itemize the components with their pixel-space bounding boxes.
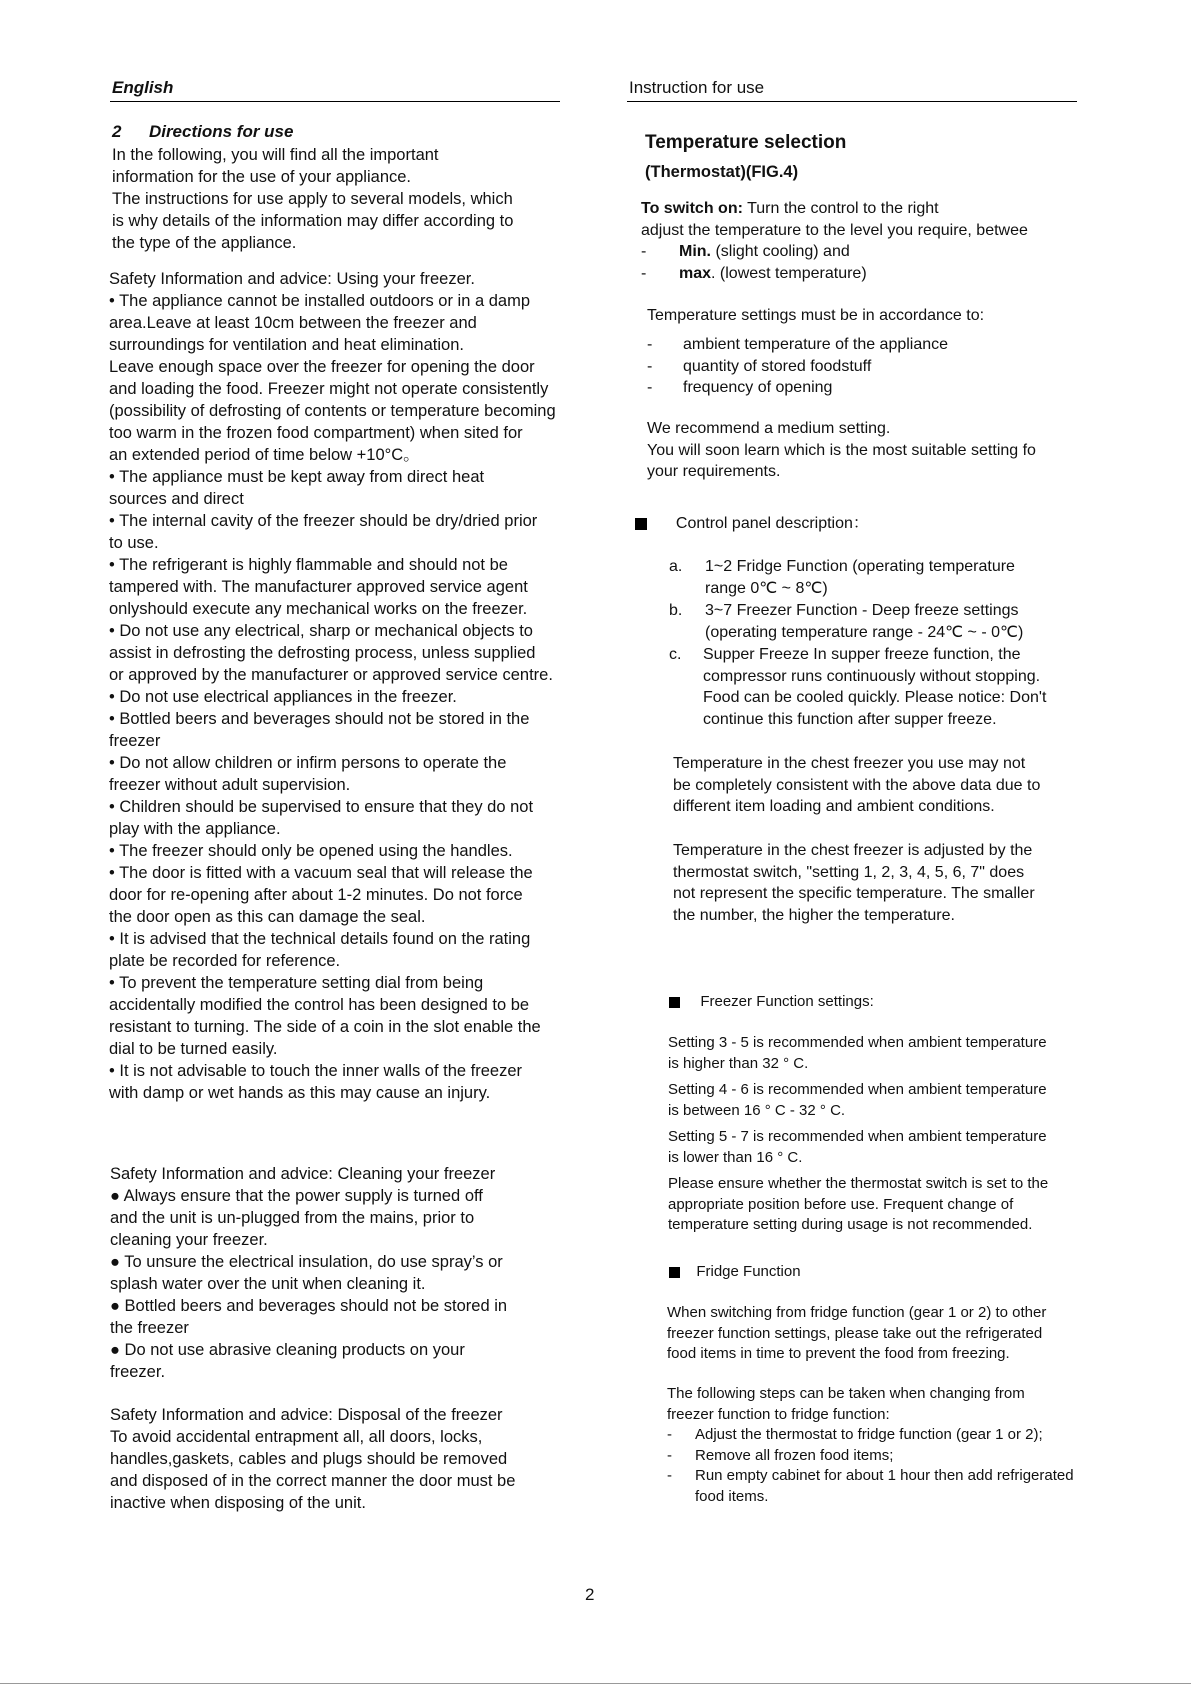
freezer-setting-note: Please ensure whether the thermostat switch is set to the appropriate position before use. Frequent change of temperature setting during usage is not recommended. [668, 1175, 1049, 1233]
text-line: the number, the higher the temperature. [673, 906, 955, 924]
right-header-title: Instruction for use [629, 78, 765, 97]
text-line: • To prevent the temperature setting dial from being [109, 974, 484, 992]
text-line: • The refrigerant is highly flammable and should not be [109, 556, 508, 574]
recommendation-block [647, 418, 1036, 483]
text-line: information for the use of your appliance. [112, 168, 412, 186]
text-line: accidentally modified the control has been designed to be [109, 996, 530, 1014]
text-line: surroundings for ventilation and heat elimination. [109, 336, 464, 354]
text-line: Temperature in the chest freezer is adjusted by the [673, 842, 1033, 859]
text-line: The instructions for use apply to several models, which [112, 190, 513, 208]
freezer-setting-1: Setting 3 - 5 is recommended when ambient temperature is higher than 32 ° C. [668, 1034, 1047, 1072]
left-header-title: English [112, 78, 174, 97]
text-line: plate be recorded for reference. [109, 952, 341, 970]
text-line: freezer without adult supervision. [109, 776, 351, 794]
thermostat-adjust-paragraph [673, 840, 1035, 926]
freezer-settings-heading: Freezer Function settings: [669, 992, 874, 1013]
text-line: the type of the appliance. [112, 234, 297, 252]
text-line: cleaning your freezer. [110, 1231, 268, 1249]
text-line: • It is advised that the technical details found on the rating [109, 930, 531, 948]
text-line: (possibility of defrosting of contents or temperature becoming [109, 402, 556, 420]
text-line: You will soon learn which is the most suitable setting fo [647, 441, 1036, 459]
square-bullet-icon [669, 1267, 680, 1278]
text-line: an extended period of time below +10°C。 [109, 446, 420, 464]
settings-intro: Temperature settings must be in accordance to: [647, 307, 985, 324]
disposal-freezer-section [110, 1404, 515, 1514]
steps-intro: The following steps can be taken when changing from freezer function to fridge function: [667, 1385, 1025, 1423]
text-line: handles,gaskets, cables and plugs should be removed [110, 1450, 508, 1468]
text-line: and the unit is un-plugged from the mains, prior to [110, 1209, 475, 1227]
square-bullet-icon [669, 997, 680, 1008]
text-line: • The appliance must be kept away from direct heat [109, 468, 485, 486]
text-line: • The freezer should only be opened using the handles. [109, 842, 513, 860]
right-header-rule [627, 101, 1077, 102]
left-header-rule [110, 101, 560, 102]
text-line: area.Leave at least 10cm between the freezer and [109, 314, 477, 332]
max-label: max [679, 264, 712, 282]
max-text: . (lowest temperature) [711, 264, 867, 282]
text-line: Safety Information and advice: Using your freezer. [109, 270, 475, 288]
text-line: Temperature in the chest freezer you use may not [673, 755, 1026, 772]
text-line: not represent the specific temperature. The smaller [673, 885, 1035, 902]
text-line: ● To unsure the electrical insulation, do use spray’s or [110, 1253, 503, 1271]
text-line: inactive when disposing of the unit. [110, 1494, 366, 1512]
text-line: • The appliance cannot be installed outdoors or in a damp [109, 292, 530, 310]
text-line: ● Do not use abrasive cleaning products on your [110, 1341, 465, 1359]
freezer-setting-3: Setting 5 - 7 is recommended when ambient temperature is lower than 16 ° C. [668, 1128, 1047, 1166]
section-heading [112, 122, 293, 142]
text-line: Safety Information and advice: Cleaning your freezer [110, 1165, 496, 1183]
text-line: play with the appliance. [109, 820, 281, 838]
adjust-line: adjust the temperature to the level you require, betwee [641, 221, 1028, 239]
text-line: too warm in the frozen food compartment) when sited for [109, 424, 523, 442]
text-line: freezer. [110, 1363, 166, 1381]
text-line: and disposed of in the correct manner the door must be [110, 1472, 516, 1490]
intro-paragraph [112, 144, 513, 254]
text-line: To avoid accidental entrapment all, all doors, locks, [110, 1428, 483, 1446]
bottom-rule [0, 1683, 1191, 1684]
temperature-selection-title: Temperature selection [645, 132, 847, 153]
text-line: • Do not use any electrical, sharp or mechanical objects to [109, 622, 533, 640]
text-line: • The internal cavity of the freezer should be dry/dried prior [109, 512, 538, 530]
text-line: to use. [109, 534, 159, 552]
text-line: Leave enough space over the freezer for opening the door [109, 358, 535, 376]
list-item: - Remove all frozen food items; [667, 1446, 894, 1464]
text-line: be completely consistent with the above data due to [673, 776, 1041, 794]
text-line: • Do not allow children or infirm persons to operate the [109, 754, 507, 772]
steps-list: - Adjust the thermostat to fridge function (gear 1 or 2); - Remove all frozen food items; - Run empty cabinet for about 1 hour then add refrigerated food items. [667, 1426, 1074, 1505]
text-line: • Bottled beers and beverages should not be stored in the [109, 710, 530, 728]
control-item-b: b. 3~7 Freezer Function - Deep freeze settings (operating temperature range - 24℃ ~ - 0℃) [669, 602, 1024, 641]
fridge-function-heading: Fridge Function [669, 1262, 801, 1283]
section-number: 2 [112, 122, 122, 141]
square-bullet-icon [635, 518, 647, 530]
switch-on-text: Turn the control to the right [742, 200, 939, 217]
text-line: dial to be turned easily. [109, 1040, 278, 1058]
control-panel-heading: Control panel description： [635, 513, 869, 535]
switch-on-label: To switch on: [641, 200, 743, 217]
list-item: - ambient temperature of the appliance [647, 336, 949, 353]
text-line: tampered with. The manufacturer approved service agent [109, 578, 528, 596]
list-item: - frequency of opening [647, 379, 833, 396]
thermostat-subtitle: (Thermostat)(FIG.4) [645, 163, 799, 181]
min-text: (slight cooling) and [711, 243, 850, 260]
text-line: splash water over the unit when cleaning it. [110, 1275, 426, 1293]
text-line: the freezer [110, 1319, 189, 1337]
fridge-function-paragraph: When switching from fridge function (gear 1 or 2) to other freezer function settings, please take out the refrigerated food items in time to prevent the food from freezing. [667, 1304, 1047, 1362]
text-line: thermostat switch, "setting 1, 2, 3, 4, 5, 6, 7" does [673, 863, 1025, 881]
control-item-c: c. Supper Freeze In supper freeze function, the compressor runs continuously without stopping. Food can be cooled quickly. Please notice: Don't continue this function after supper freeze. [669, 646, 1047, 728]
text-line: and loading the food. Freezer might not operate consistently [109, 380, 549, 398]
settings-list [647, 334, 948, 399]
text-line: freezer [109, 732, 161, 750]
text-line: In the following, you will find all the important [112, 146, 439, 164]
text-line: with damp or wet hands as this may cause an injury. [109, 1084, 491, 1102]
cleaning-freezer-section [110, 1163, 507, 1383]
text-line: is why details of the information may differ according to [112, 212, 514, 230]
freezer-setting-2: Setting 4 - 6 is recommended when ambient temperature is between 16 ° C - 32 ° C. [668, 1081, 1047, 1119]
text-line: assist in defrosting the defrosting process, unless supplied [109, 644, 536, 662]
text-line: • Children should be supervised to ensure that they do not [109, 798, 534, 816]
text-line: onlyshould execute any mechanical works on the freezer. [109, 600, 528, 618]
text-line: resistant to turning. The side of a coin in the slot enable the [109, 1018, 541, 1036]
text-line: We recommend a medium setting. [647, 420, 891, 437]
text-line: or approved by the manufacturer or approved service centre. [109, 666, 553, 684]
control-item-a: a. 1~2 Fridge Function (operating temperature range 0℃ ~ 8℃) [669, 558, 1015, 597]
text-line: different item loading and ambient conditions. [673, 798, 995, 815]
text-line: ● Bottled beers and beverages should not be stored in [110, 1297, 508, 1315]
switch-on-block: To switch on: Turn the control to the right adjust the temperature to the level you require, betwee - Min. (slight cooling) and - max. (lowest temperature) [641, 200, 1028, 282]
list-item: - quantity of stored foodstuff [647, 357, 872, 375]
list-item: - Run empty cabinet for about 1 hour then add refrigerated [667, 1467, 1074, 1484]
page-number: 2 [585, 1585, 595, 1604]
using-freezer-section [109, 268, 556, 1104]
text-line: the door open as this can damage the seal. [109, 908, 426, 926]
consistency-paragraph [673, 753, 1040, 818]
list-item: - Adjust the thermostat to fridge function (gear 1 or 2); [667, 1426, 1043, 1443]
min-label: Min. [679, 243, 711, 260]
text-line: • It is not advisable to touch the inner walls of the freezer [109, 1062, 522, 1080]
text-line: Safety Information and advice: Disposal of the freezer [110, 1406, 503, 1424]
text-line: • Do not use electrical appliances in the freezer. [109, 688, 457, 706]
section-title: Directions for use [148, 122, 294, 141]
text-line: your requirements. [647, 463, 781, 480]
text-line: • The door is fitted with a vacuum seal that will release the [109, 864, 533, 882]
text-line: door for re-opening after about 1-2 minutes. Do not force [109, 886, 523, 904]
text-line: ● Always ensure that the power supply is turned off [110, 1187, 483, 1205]
text-line: sources and direct [109, 490, 244, 508]
